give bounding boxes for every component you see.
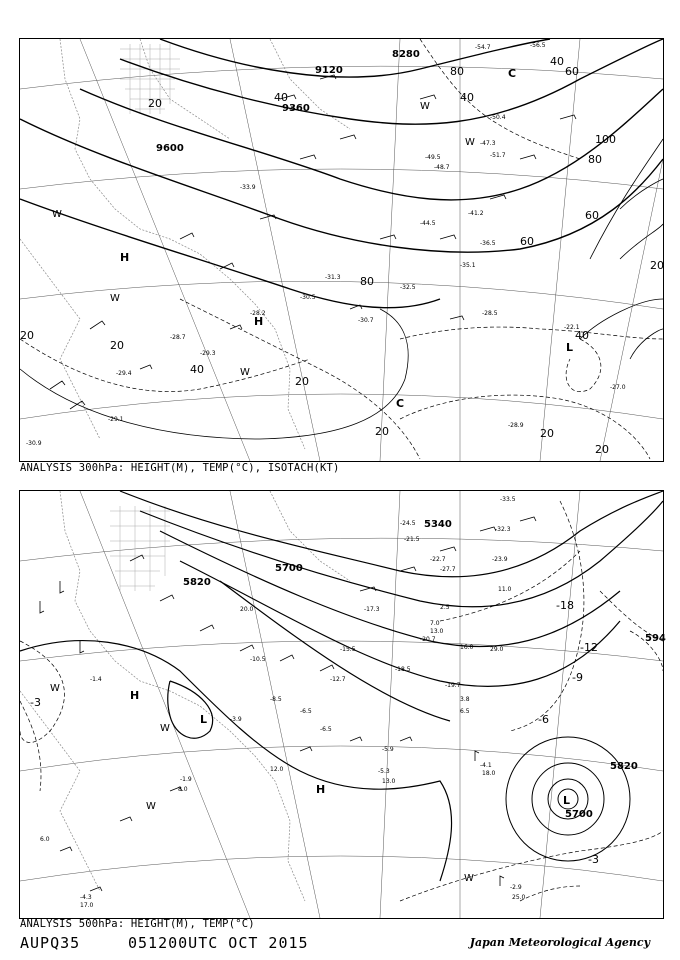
isotherm-label: -3: [30, 696, 41, 709]
height-label: 9600: [156, 143, 184, 154]
isotach-label: 40: [190, 363, 204, 376]
temp-reading: -18.5: [395, 666, 411, 673]
temp-reading: -33.9: [240, 184, 256, 191]
pressure-center: C: [508, 67, 517, 80]
temp-reading: -2.9: [510, 884, 522, 891]
height-label: 5340: [424, 519, 452, 530]
isotach-label: 80: [450, 65, 464, 78]
dewpoint-reading: 20.0: [240, 606, 254, 613]
pressure-center: H: [130, 689, 140, 702]
temp-reading: -1.4: [90, 676, 102, 683]
temp-reading: -17.3: [364, 606, 380, 613]
height-label: 9120: [315, 65, 343, 76]
temp-reading: -19.7: [445, 682, 461, 689]
warm-mark: W: [465, 137, 475, 148]
temp-reading: -36.5: [480, 240, 496, 247]
temp-reading: -1.9: [180, 776, 192, 783]
height-label: 5700: [275, 563, 303, 574]
dewpoint-reading: 29.0: [490, 646, 504, 653]
warm-mark: W: [464, 873, 474, 884]
isotherms: [20, 501, 663, 901]
warm-mark: W: [420, 101, 430, 112]
dewpoint-reading: 2.5: [440, 604, 450, 611]
temp-reading: -32.3: [495, 526, 511, 533]
caption-300hpa: ANALYSIS 300hPa: HEIGHT(M), TEMP(°C), ISOTACH(KT): [20, 462, 340, 474]
warm-mark: W: [146, 801, 156, 812]
caption-500hpa: ANALYSIS 500hPa: HEIGHT(M), TEMP(°C): [20, 918, 255, 930]
dewpoint-reading: 11.0: [498, 586, 512, 593]
isotach-label: 40: [550, 55, 564, 68]
temp-reading: -22.7: [430, 556, 446, 563]
isotach-label: 20: [148, 97, 162, 110]
map-500hpa: [20, 491, 666, 918]
chart-code: AUPQ35: [20, 934, 81, 952]
temp-reading: -12.7: [330, 676, 346, 683]
dewpoint-reading: 13.0: [382, 778, 396, 785]
dewpoint-reading: 6.0: [40, 836, 50, 843]
temp-reading: -28.5: [482, 310, 498, 317]
isotach-label: 40: [575, 329, 589, 342]
agency-credit: Japan Meteorological Agency: [469, 936, 650, 949]
isotach-label: 60: [585, 209, 599, 222]
temp-reading: -27.0: [610, 384, 626, 391]
temp-reading: -8.5: [270, 696, 282, 703]
map-panel-500hpa: [19, 490, 664, 919]
temp-reading: -51.7: [490, 152, 506, 159]
isotach-label: 60: [565, 65, 579, 78]
warm-mark: W: [240, 367, 250, 378]
temp-reading: -47.3: [480, 140, 496, 147]
temp-reading: -21.5: [404, 536, 420, 543]
wind-barbs: [50, 75, 576, 409]
temp-reading: -41.2: [468, 210, 484, 217]
temp-reading: -10.5: [250, 656, 266, 663]
temp-reading: -29.4: [116, 370, 132, 377]
temp-reading: -29.1: [108, 416, 124, 423]
latlon-grid: [20, 491, 663, 918]
warm-mark: W: [110, 293, 120, 304]
dewpoint-reading: 25.0: [512, 894, 526, 901]
isotach-label: 20: [295, 375, 309, 388]
height-label: 594: [645, 633, 666, 644]
temp-reading: -24.5: [400, 520, 416, 527]
temp-reading: -6.5: [300, 708, 312, 715]
temp-reading: -15.5: [340, 646, 356, 653]
pressure-center: C: [396, 397, 405, 410]
height-label: 9360: [282, 103, 310, 114]
isotach-label: 80: [360, 275, 374, 288]
pressure-center: L: [566, 341, 574, 354]
height-contours: [20, 491, 663, 881]
temp-reading: -5.3: [378, 768, 390, 775]
temp-reading: -29.3: [200, 350, 216, 357]
dewpoint-reading: 7.0: [430, 620, 440, 627]
temp-reading: -28.7: [170, 334, 186, 341]
dewpoint-reading: 17.0: [80, 902, 94, 909]
valid-time: 051200UTC OCT 2015: [128, 934, 309, 952]
temp-reading: -4.3: [80, 894, 92, 901]
temp-reading: -27.7: [440, 566, 456, 573]
isotach-label: 60: [520, 235, 534, 248]
temp-reading: -4.1: [480, 762, 492, 769]
temp-reading: -6.5: [320, 726, 332, 733]
pressure-center: H: [120, 251, 130, 264]
isotherm-label: -18: [556, 599, 574, 612]
isotherm-label: -12: [580, 641, 598, 654]
dewpoint-reading: 13.0: [430, 628, 444, 635]
temp-reading: -31.3: [325, 274, 341, 281]
coastlines: [20, 491, 350, 901]
isotach-label: 40: [460, 91, 474, 104]
temp-reading: -22.1: [564, 324, 580, 331]
map-panel-300hpa: [19, 38, 664, 462]
temp-reading: -23.9: [492, 556, 508, 563]
temp-reading: -3.9: [230, 716, 242, 723]
height-label: 8280: [392, 49, 420, 60]
isotherm-label: -3: [588, 853, 599, 866]
dewpoint-reading: 8.0: [178, 786, 188, 793]
isotach-label: 100: [595, 133, 616, 146]
pressure-center: L: [200, 713, 208, 726]
dewpoint-reading: 6.5: [460, 708, 470, 715]
temp-reading: -28.9: [508, 422, 524, 429]
pressure-center: H: [316, 783, 326, 796]
isotach-label: 20: [595, 443, 609, 456]
warm-mark: W: [52, 209, 62, 220]
temp-reading: -35.1: [460, 262, 476, 269]
temp-reading: -33.5: [500, 496, 516, 503]
temp-reading: -48.7: [434, 164, 450, 171]
isotach-label: 20: [110, 339, 124, 352]
temp-reading: -20.7: [420, 636, 436, 643]
height-label: 5820: [610, 761, 638, 772]
isotach-label: 20: [540, 427, 554, 440]
temp-reading: -49.5: [425, 154, 441, 161]
dewpoint-reading: 3.8: [460, 696, 470, 703]
warm-mark: W: [50, 683, 60, 694]
temp-reading: -32.5: [400, 284, 416, 291]
isotherm-label: -9: [572, 671, 583, 684]
temp-reading: -44.5: [420, 220, 436, 227]
temp-reading: -30.9: [26, 440, 42, 447]
temp-reading: -54.7: [475, 44, 491, 51]
isotach-label: 20: [20, 329, 34, 342]
dewpoint-reading: 18.0: [482, 770, 496, 777]
isotach-label: 20: [650, 259, 664, 272]
warm-mark: W: [160, 723, 170, 734]
isotach-label: 40: [274, 91, 288, 104]
isotherm-label: -6: [538, 713, 549, 726]
map-300hpa: [20, 39, 663, 461]
pressure-center: H: [254, 315, 264, 328]
height-label: 5820: [183, 577, 211, 588]
dewpoint-reading: 12.0: [270, 766, 284, 773]
temp-reading: -56.5: [530, 42, 546, 49]
isotach-label: 80: [588, 153, 602, 166]
isotherms: [20, 39, 663, 459]
temp-reading: -50.4: [490, 114, 506, 121]
height-contours: [20, 39, 663, 308]
pressure-center: L: [563, 794, 571, 807]
height-label: 5700: [565, 809, 593, 820]
temp-reading: -30.7: [358, 317, 374, 324]
temp-reading: -5.9: [382, 746, 394, 753]
latlon-grid: [20, 39, 663, 461]
dewpoint-reading: 16.0: [460, 644, 474, 651]
temp-reading: -30.5: [300, 294, 316, 301]
temp-reading: -28.2: [250, 310, 266, 317]
isotach-label: 20: [375, 425, 389, 438]
